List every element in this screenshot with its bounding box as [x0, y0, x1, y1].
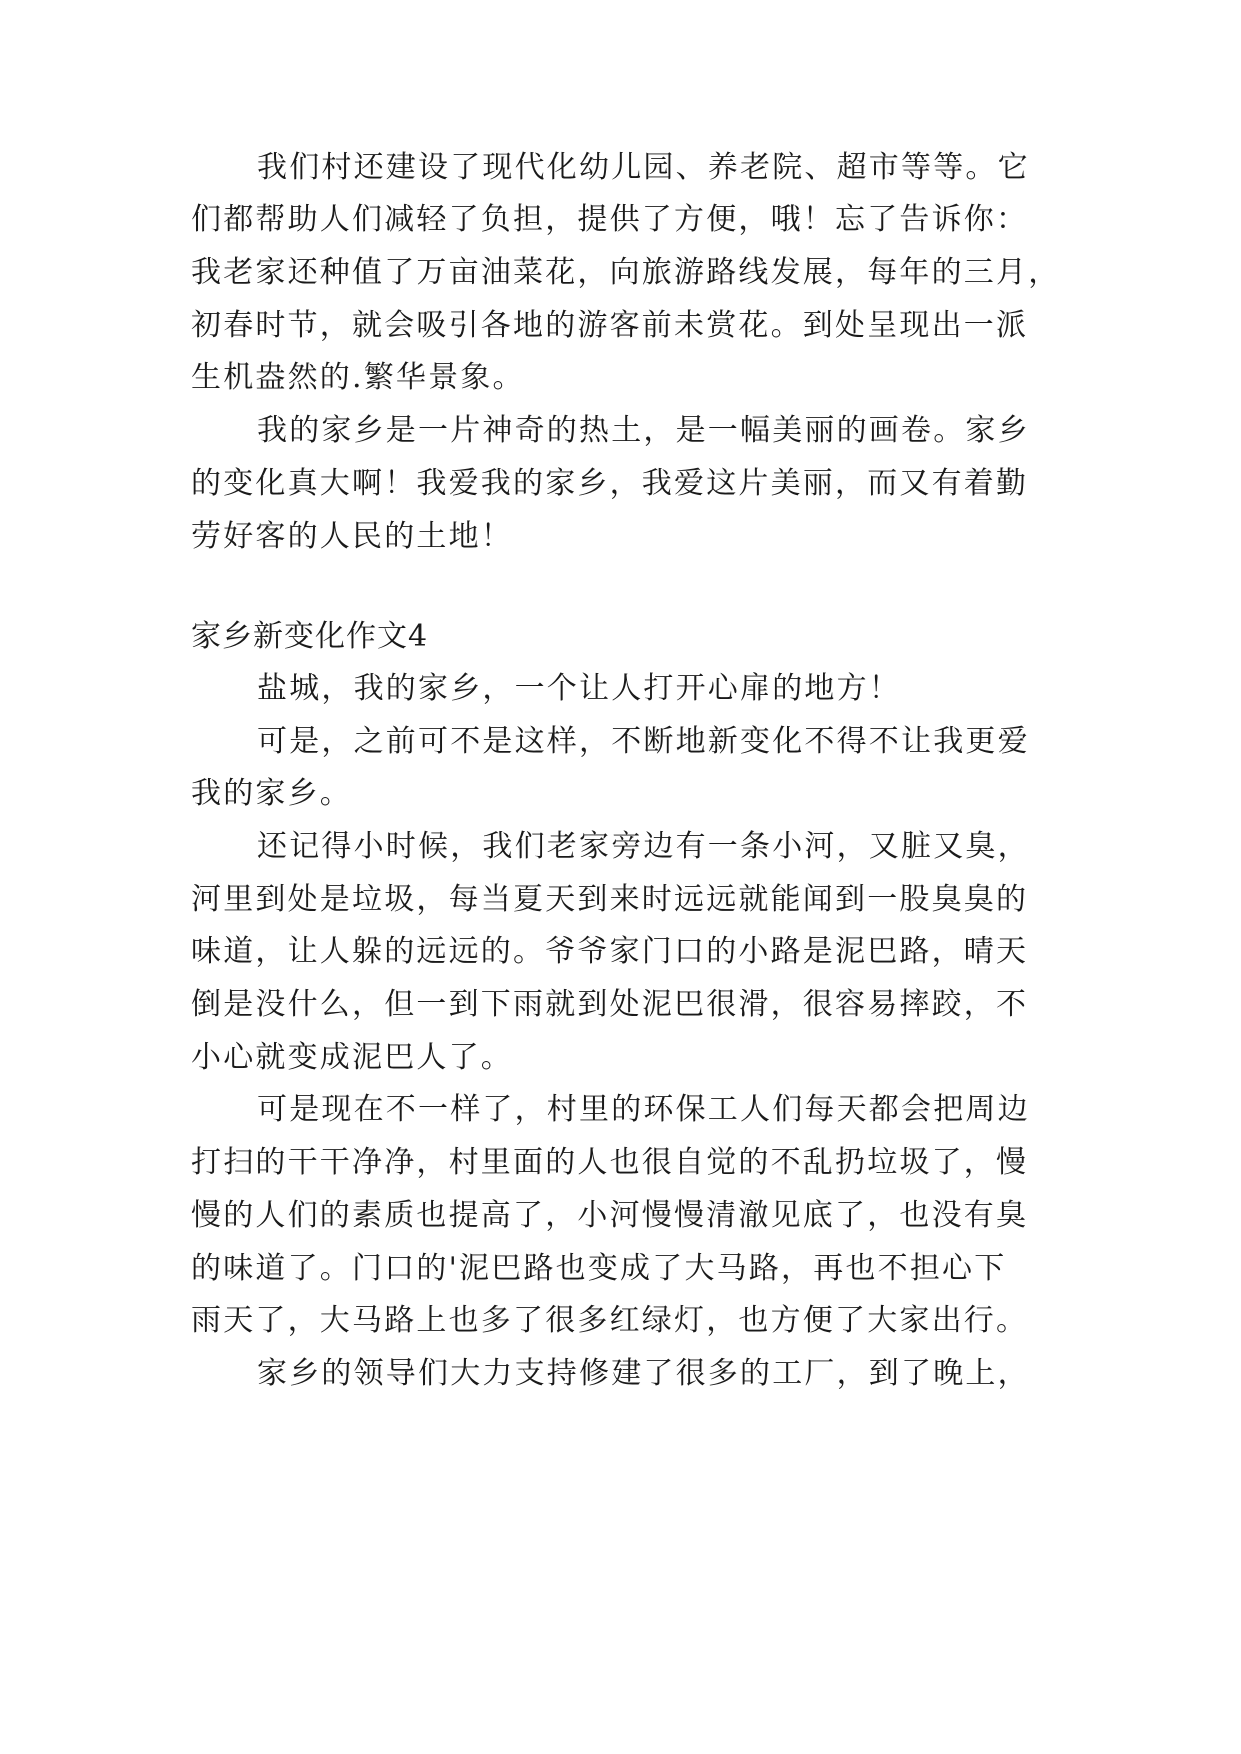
- paragraph-line: 盐城，我的家乡，一个让人打开心扉的地方！: [257, 671, 901, 706]
- paragraph-line: 倒是没什么，但一到下雨就到处泥巴很滑，很容易摔跤，不: [191, 987, 1029, 1022]
- paragraph-line: 可是，之前可不是这样，不断地新变化不得不让我更爱: [257, 724, 1030, 759]
- paragraph-line: 我的家乡是一片神奇的热土，是一幅美丽的画卷。家乡: [257, 413, 1030, 448]
- paragraph-line: 河里到处是垃圾，每当夏天到来时远远就能闻到一股臭臭的: [191, 882, 1029, 917]
- section-title: 家乡新变化作文4: [191, 619, 429, 654]
- paragraph-line: 们都帮助人们减轻了负担，提供了方便，哦！忘了告诉你：: [191, 202, 1029, 237]
- paragraph-line: 初春时节，就会吸引各地的游客前未赏花。到处呈现出一派: [191, 308, 1029, 343]
- paragraph-line: 小心就变成泥巴人了。: [191, 1040, 513, 1075]
- paragraph-line: 慢的人们的素质也提高了，小河慢慢清澈见底了，也没有臭: [191, 1198, 1029, 1233]
- paragraph-line: 雨天了，大马路上也多了很多红绿灯，也方便了大家出行。: [191, 1303, 1029, 1338]
- paragraph-line: 我的家乡。: [191, 776, 352, 811]
- paragraph-line: 的变化真大啊！我爱我的家乡，我爱这片美丽，而又有着勤: [191, 466, 1029, 501]
- paragraph-line: 生机盎然的.繁华景象。: [191, 360, 525, 395]
- paragraph-line: 打扫的干干净净，村里面的人也很自觉的不乱扔垃圾了，慢: [191, 1145, 1029, 1180]
- paragraph-line: 家乡的领导们大力支持修建了很多的工厂，到了晚上，: [257, 1356, 1030, 1391]
- paragraph-line: 我们村还建设了现代化幼儿园、养老院、超市等等。它: [257, 150, 1030, 185]
- paragraph-line: 味道，让人躲的远远的。爷爷家门口的小路是泥巴路，晴天: [191, 934, 1029, 969]
- paragraph-line: 可是现在不一样了，村里的环保工人们每天都会把周边: [257, 1092, 1030, 1127]
- paragraph-line: 劳好客的人民的土地！: [191, 519, 513, 554]
- paragraph-line: 我老家还种值了万亩油菜花，向旅游路线发展，每年的三月，: [191, 255, 1061, 290]
- paragraph-line: 的味道了。门口的'泥巴路也变成了大马路，再也不担心下: [191, 1251, 1007, 1286]
- paragraph-line: 还记得小时候，我们老家旁边有一条小河，又脏又臭，: [257, 829, 1030, 864]
